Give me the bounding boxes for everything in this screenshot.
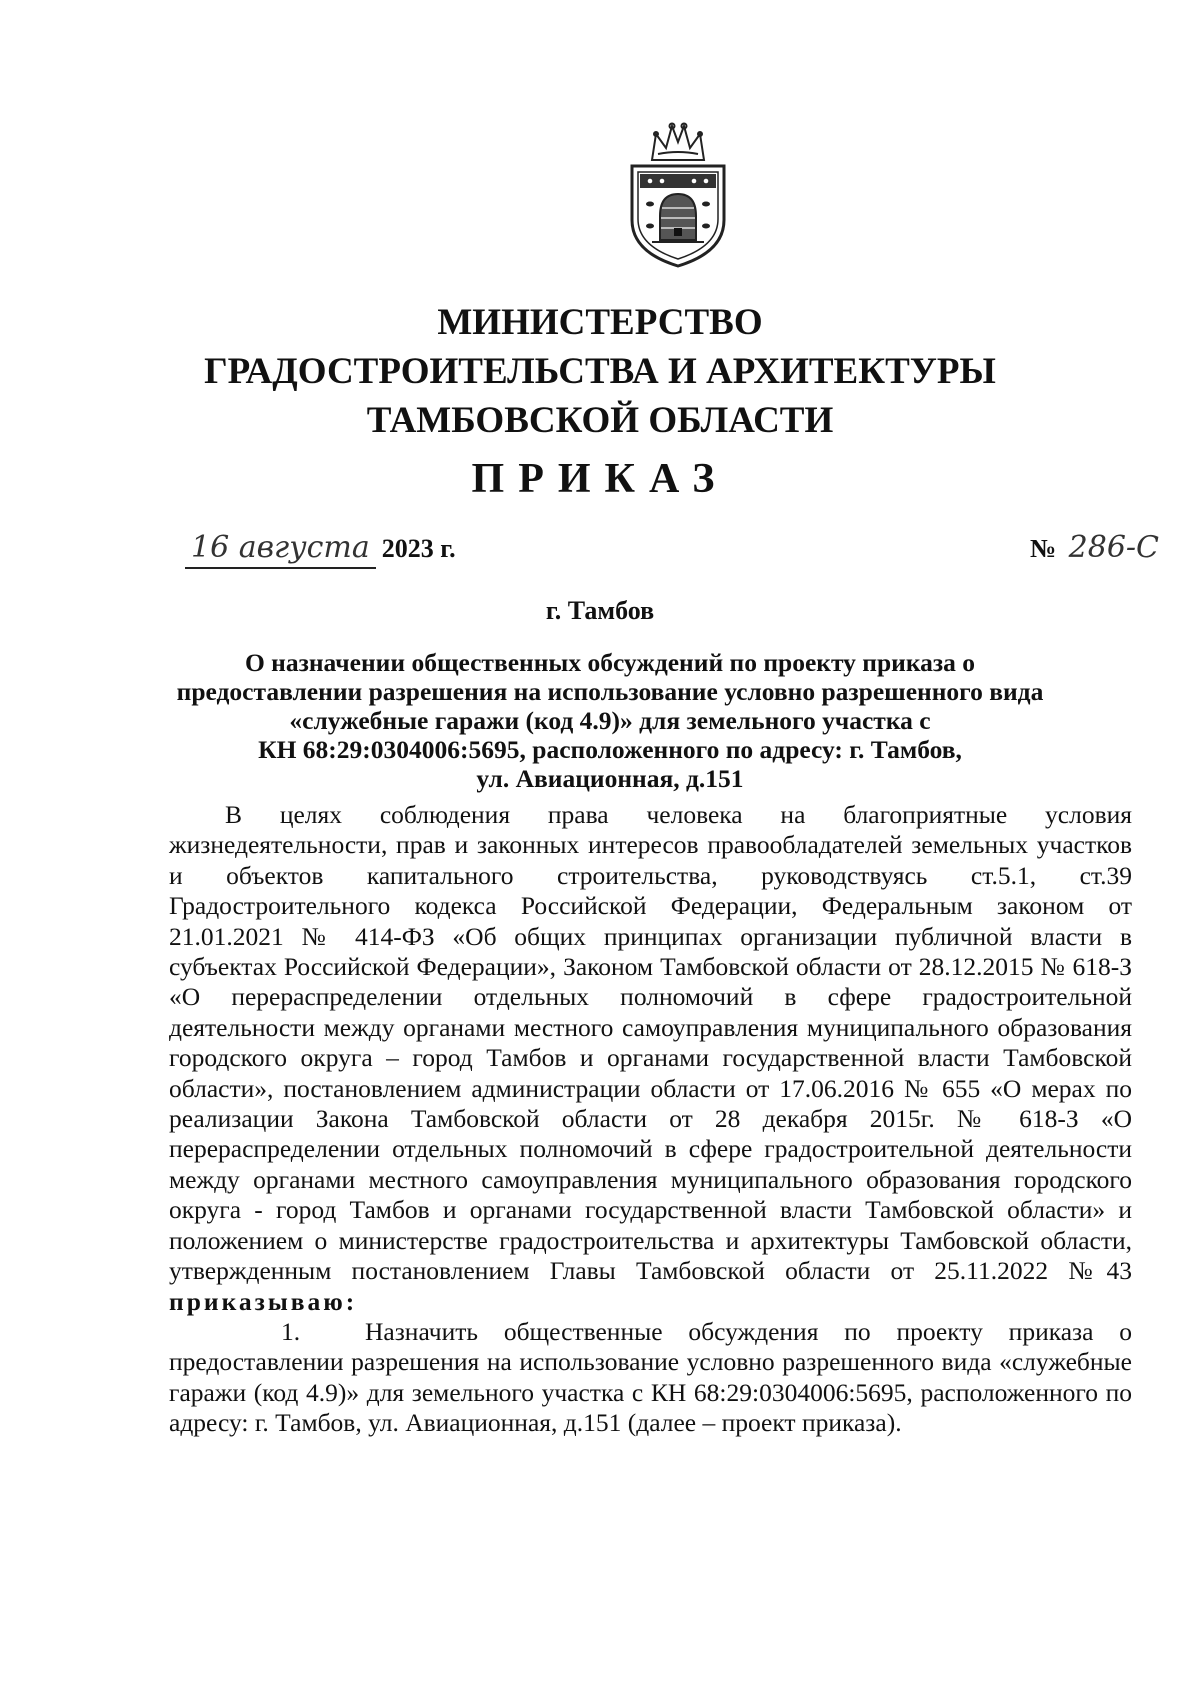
document-city: г. Тамбов <box>545 596 655 625</box>
item-number: 1. <box>281 1316 301 1346</box>
tambov-coat-of-arms-icon <box>622 120 734 270</box>
item-text: Назначить общественные обсуждения по проекту приказа о предоставлении разрешения на использование условно разрешенного вида «служебные гаражи (код 4.9)» для земельного участка с КН 68:29:0304006:5695, расположенного по адресу: г. Тамбов, ул. Авиационная, д.151 (далее – проект приказа). <box>169 1316 1132 1438</box>
document-number <box>1030 530 1171 567</box>
number-sign: № <box>1030 534 1057 563</box>
subject-line: «служебные гаражи (код 4.9)» для земельного участка с <box>289 706 931 735</box>
ministry-line: МИНИСТЕРСТВО <box>437 302 763 343</box>
ministry-line: ГРАДОСТРОИТЕЛЬСТВА И АРХИТЕКТУРЫ <box>204 351 996 392</box>
order-word: приказываю: <box>169 1286 358 1316</box>
document-year: 2023 г. <box>381 534 456 563</box>
item-paragraph <box>169 1317 1132 1439</box>
preamble-text: В целях соблюдения права человека на благоприятные условия жизнедеятельности, прав и законных интересов правообладателей земельных участков и объектов капитального строительства, руководствуясь ст.5.1, ст.39 Градостроительного кодекса Российской Федерации, Федеральным законом от 21.01.2021 № 414-ФЗ «Об общих принципах организации публичной власти в субъектах Российской Федерации», Законом Тамбовской области от 28.12.2015 № 618-З «О перераспределении отдельных полномочий в сфере градостроительной деятельности между органами местного самоуправления муниципального образования городского округа – город Тамбов и органами государственной власти Тамбовской области», постановлением администрации области от 17.06.2016 № 655 «О мерах по реализации Закона Тамбовской области от 28 декабря 2015г. № 618-З «О перераспределении отдельных полномочий в сфере градостроительной деятельности между органами местного самоуправления муниципального образования городского округа - город Тамбов и органами государственной власти Тамбовской области» и положением о министерстве градостроительства и архитектуры Тамбовской области, утвержденным постановлением Главы Тамбовской области от 25.11.2022 №43 <box>169 800 1132 1286</box>
handwritten-number: 286-С <box>1068 530 1159 565</box>
subject-line: КН 68:29:0304006:5695, расположенного по адресу: г. Тамбов, <box>258 735 962 764</box>
subject-line: предоставлении разрешения на использование условно разрешенного вида <box>176 677 1044 706</box>
document-type-title: ПРИКАЗ <box>471 456 729 502</box>
document-date <box>185 530 456 569</box>
document-body <box>169 800 1132 1439</box>
subject-line: ул. Авиационная, д.151 <box>476 764 744 793</box>
subject-line: О назначении общественных обсуждений по проекту приказа о <box>244 648 976 677</box>
document-subject <box>170 648 1050 793</box>
preamble-paragraph <box>169 800 1132 1317</box>
handwritten-date: 16 августа <box>185 530 376 569</box>
ministry-line: ТАМБОВСКОЙ ОБЛАСТИ <box>366 400 834 441</box>
ministry-name <box>150 298 1050 445</box>
